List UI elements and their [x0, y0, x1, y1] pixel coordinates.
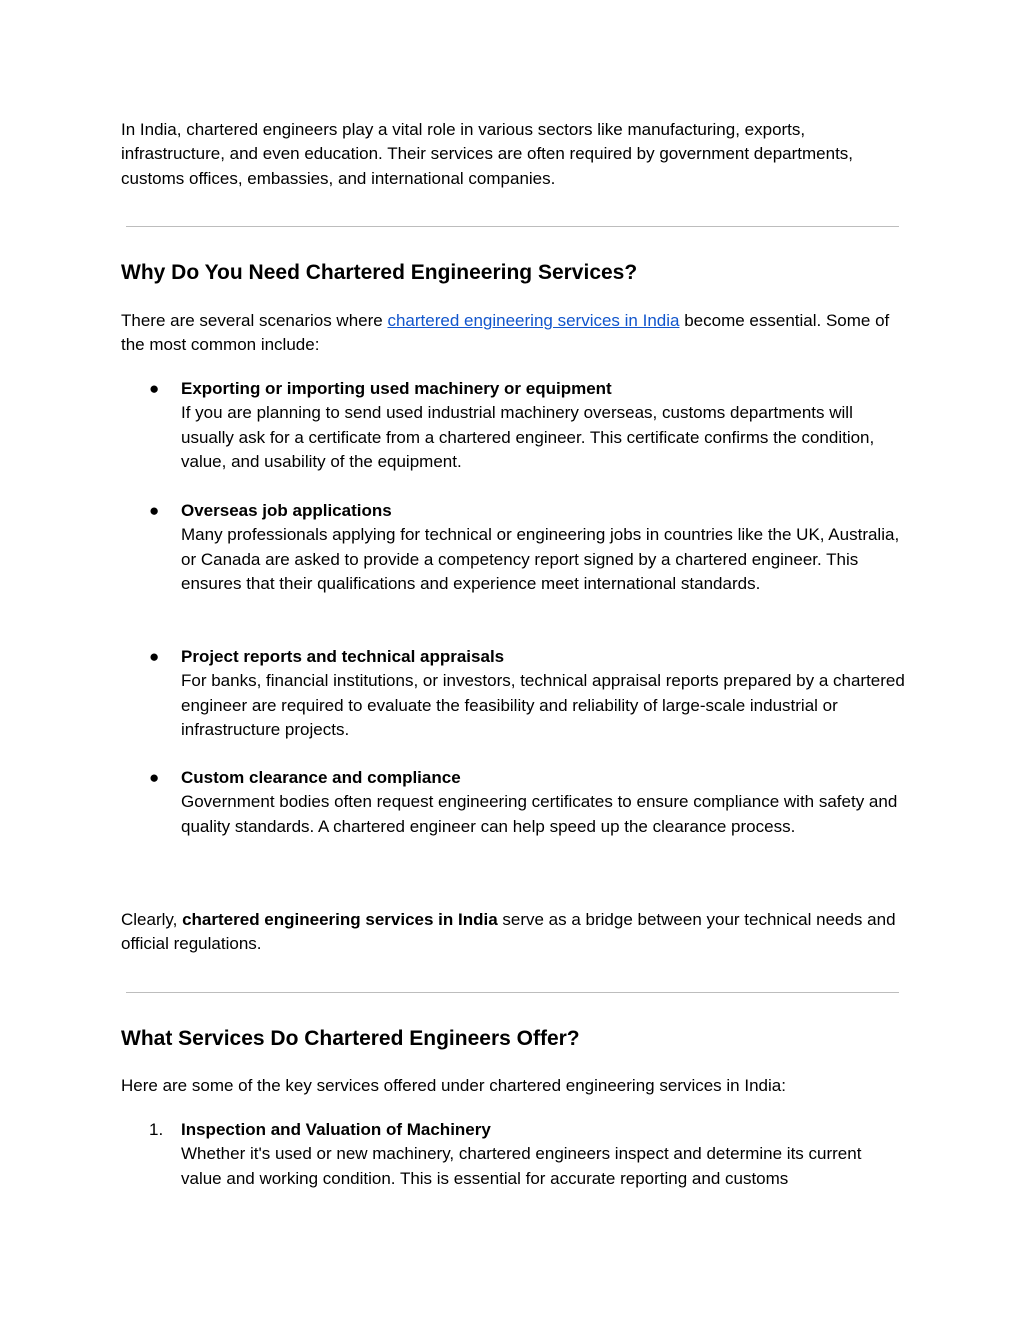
section-heading-services: What Services Do Chartered Engineers Offer? [121, 1027, 580, 1050]
list-item-text: For banks, financial institutions, or investors, technical appraisal reports prepared by a chartered engineer are required to evaluate the feasibility and reliability of large-scale industrial or infrastructure projects. [181, 671, 905, 740]
section-divider [126, 226, 899, 227]
list-item-title: Inspection and Valuation of Machinery [181, 1120, 491, 1139]
list-item-title: Exporting or importing used machinery or equipment [181, 379, 612, 398]
closing-bold-text: chartered engineering services in India [182, 910, 498, 929]
list-item [121, 499, 906, 597]
list-number: 1. [149, 1120, 164, 1139]
services-list [121, 1118, 906, 1191]
section-divider [126, 992, 899, 993]
scenario-list [121, 645, 906, 743]
list-item [121, 766, 906, 839]
section-lead-services: Here are some of the key services offered under chartered engineering services in India: [121, 1076, 786, 1095]
lead-text-after: become essential. Some of the most common include: [121, 311, 890, 355]
section-heading-why: Why Do You Need Chartered Engineering Services? [121, 261, 638, 284]
closing-text-after: serve as a bridge between your technical needs and official regulations. [121, 910, 896, 954]
list-item-title: Overseas job applications [181, 501, 392, 520]
list-item [121, 1118, 906, 1191]
closing-text-before: Clearly, [121, 910, 183, 929]
closing-paragraph [121, 908, 906, 957]
list-item-title: Project reports and technical appraisals [181, 647, 505, 666]
bullet-icon: ● [149, 647, 160, 666]
bullet-icon: ● [149, 501, 160, 520]
intro-paragraph: In India, chartered engineers play a vital role in various sectors like manufacturing, exports, infrastructure, and even education. Their services are often required by government departments, customs offices, embassies, and international companies. [121, 120, 854, 188]
list-item-text: Government bodies often request engineering certificates to ensure compliance with safety and quality standards. A chartered engineer can help speed up the clearance process. [181, 792, 898, 836]
scenario-list [121, 377, 906, 475]
list-item [121, 377, 906, 475]
list-item-text: If you are planning to send used industrial machinery overseas, customs departments will usually ask for a certificate from a chartered engineer. This certificate confirms the condition, value, and usability of the equipment. [181, 403, 875, 472]
bullet-icon: ● [149, 768, 160, 787]
lead-text-before: There are several scenarios where [121, 311, 388, 330]
chartered-engineering-link[interactable]: chartered engineering services in India [387, 311, 680, 330]
list-item [121, 645, 906, 743]
section-lead-why [121, 309, 906, 358]
scenario-list [121, 766, 906, 839]
scenario-list [121, 499, 906, 597]
list-item-title: Custom clearance and compliance [181, 768, 461, 787]
list-item-text: Whether it's used or new machinery, chartered engineers inspect and determine its current value and working condition. This is essential for accurate reporting and customs [181, 1144, 862, 1188]
bullet-icon: ● [149, 379, 160, 398]
list-item-text: Many professionals applying for technical or engineering jobs in countries like the UK, Australia, or Canada are asked to provide a competency report signed by a chartered engineer. This ensures that their qualifications and experience meet international standards. [181, 525, 900, 594]
